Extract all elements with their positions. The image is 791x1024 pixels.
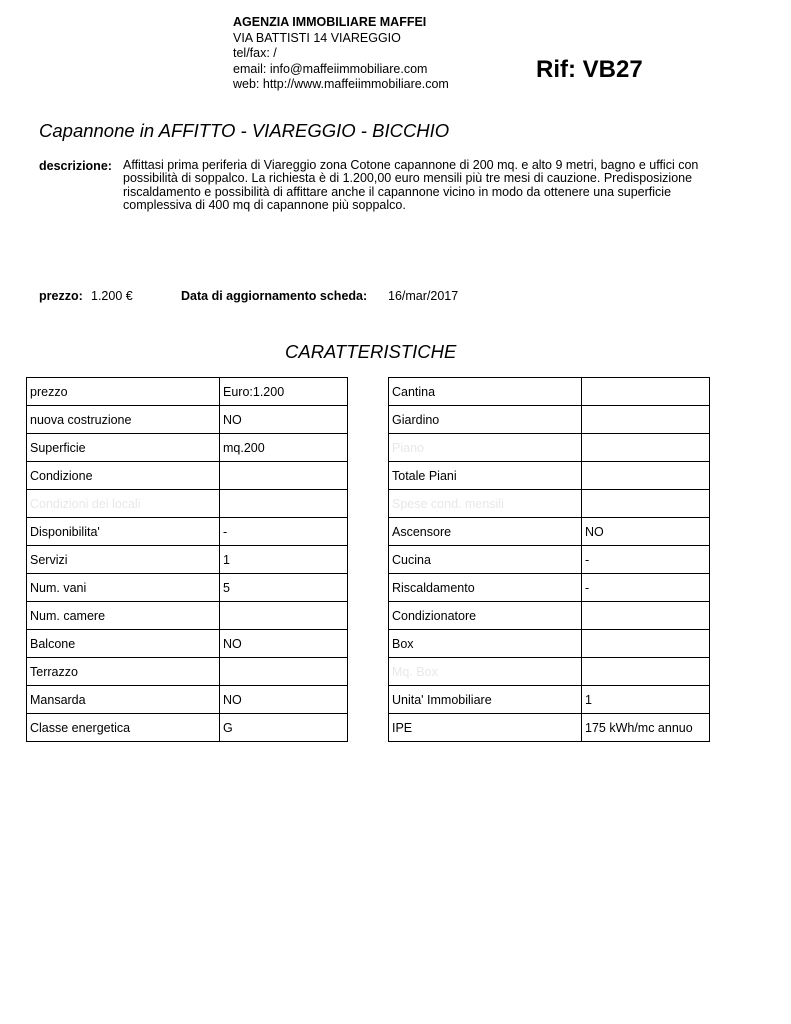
- feature-row: [27, 378, 348, 406]
- agency-web: web: http://www.maffeiimmobiliare.com: [233, 77, 449, 92]
- feature-label: Mansarda: [27, 686, 220, 714]
- feature-row: [27, 490, 348, 518]
- feature-row: [389, 518, 710, 546]
- feature-row: [389, 462, 710, 490]
- update-date-label: Data di aggiornamento scheda:: [181, 289, 368, 303]
- feature-value: [582, 602, 710, 630]
- feature-row: [389, 434, 710, 462]
- feature-label: Piano: [389, 434, 582, 462]
- feature-value: [582, 630, 710, 658]
- feature-label: Condizioni dei locali: [27, 490, 220, 518]
- feature-label: Cucina: [389, 546, 582, 574]
- feature-value: NO: [220, 406, 348, 434]
- feature-row: [389, 406, 710, 434]
- feature-value: [582, 658, 710, 686]
- feature-value: [220, 602, 348, 630]
- feature-row: [389, 630, 710, 658]
- feature-label: Unita' Immobiliare: [389, 686, 582, 714]
- feature-row: [27, 686, 348, 714]
- feature-value: NO: [582, 518, 710, 546]
- feature-row: [389, 714, 710, 742]
- feature-label: Spese cond. mensili: [389, 490, 582, 518]
- feature-value: [220, 462, 348, 490]
- feature-label: Disponibilita': [27, 518, 220, 546]
- agency-email: email: info@maffeiimmobiliare.com: [233, 61, 428, 76]
- feature-label: Giardino: [389, 406, 582, 434]
- price-value: 1.200 €: [91, 289, 133, 303]
- feature-label: Classe energetica: [27, 714, 220, 742]
- feature-row: [389, 378, 710, 406]
- feature-row: [27, 574, 348, 602]
- feature-label: IPE: [389, 714, 582, 742]
- feature-value: [582, 434, 710, 462]
- feature-row: [389, 602, 710, 630]
- feature-label: Balcone: [27, 630, 220, 658]
- agency-name: AGENZIA IMMOBILIARE MAFFEI: [233, 15, 427, 29]
- feature-label: prezzo: [27, 378, 220, 406]
- feature-label: Terrazzo: [27, 658, 220, 686]
- feature-value: [582, 490, 710, 518]
- feature-value: [582, 462, 710, 490]
- section-title: CARATTERISTICHE: [285, 341, 457, 362]
- feature-value: NO: [220, 630, 348, 658]
- feature-value: 175 kWh/mc annuo: [582, 714, 710, 742]
- description-text: Affittasi prima periferia di Viareggio zona Cotone capannone di 200 mq. e alto 9 metri, bagno e uffici con possibilità di soppalco. La richiesta è di 1.200,00 euro mensili più tre mesi di cauzione. Predisposizione riscaldamento e possibilità di affittare anche il capannone vicino in modo da ottenere una superficie complessiva di 400 mq di capannone più soppalco.: [123, 158, 699, 213]
- feature-label: Num. vani: [27, 574, 220, 602]
- feature-label: Condizionatore: [389, 602, 582, 630]
- agency-telfax: tel/fax: /: [233, 46, 277, 61]
- listing-title: Capannone in AFFITTO - VIAREGGIO - BICCHIO: [39, 120, 450, 141]
- feature-value: 1: [220, 546, 348, 574]
- features-table-left: [26, 377, 348, 742]
- feature-value: G: [220, 714, 348, 742]
- feature-label: Servizi: [27, 546, 220, 574]
- feature-value: 1: [582, 686, 710, 714]
- feature-value: [220, 490, 348, 518]
- feature-row: [389, 658, 710, 686]
- feature-value: mq.200: [220, 434, 348, 462]
- feature-label: Box: [389, 630, 582, 658]
- feature-row: [27, 406, 348, 434]
- feature-value: 5: [220, 574, 348, 602]
- feature-row: [27, 518, 348, 546]
- feature-label: Cantina: [389, 378, 582, 406]
- feature-row: [389, 686, 710, 714]
- price-label: prezzo:: [39, 289, 83, 303]
- feature-row: [389, 574, 710, 602]
- feature-value: -: [220, 518, 348, 546]
- feature-row: [27, 630, 348, 658]
- feature-value: NO: [220, 686, 348, 714]
- feature-row: [27, 658, 348, 686]
- reference-code: Rif: VB27: [536, 56, 643, 83]
- description-label: descrizione:: [39, 159, 112, 173]
- feature-label: Condizione: [27, 462, 220, 490]
- feature-row: [389, 490, 710, 518]
- agency-address: VIA BATTISTI 14 VIAREGGIO: [233, 30, 401, 45]
- feature-value: [220, 658, 348, 686]
- feature-row: [27, 714, 348, 742]
- feature-value: [582, 378, 710, 406]
- feature-label: Ascensore: [389, 518, 582, 546]
- feature-value: -: [582, 574, 710, 602]
- features-table-right: [388, 377, 710, 742]
- feature-label: Totale Piani: [389, 462, 582, 490]
- feature-row: [27, 546, 348, 574]
- feature-label: Superficie: [27, 434, 220, 462]
- feature-label: Mq. Box: [389, 658, 582, 686]
- feature-value: Euro:1.200: [220, 378, 348, 406]
- feature-label: Riscaldamento: [389, 574, 582, 602]
- feature-row: [389, 546, 710, 574]
- feature-label: nuova costruzione: [27, 406, 220, 434]
- feature-row: [27, 462, 348, 490]
- update-date-value: 16/mar/2017: [388, 289, 459, 303]
- feature-row: [27, 434, 348, 462]
- feature-value: [582, 406, 710, 434]
- agency-info: [233, 15, 449, 93]
- feature-value: -: [582, 546, 710, 574]
- feature-label: Num. camere: [27, 602, 220, 630]
- feature-row: [27, 602, 348, 630]
